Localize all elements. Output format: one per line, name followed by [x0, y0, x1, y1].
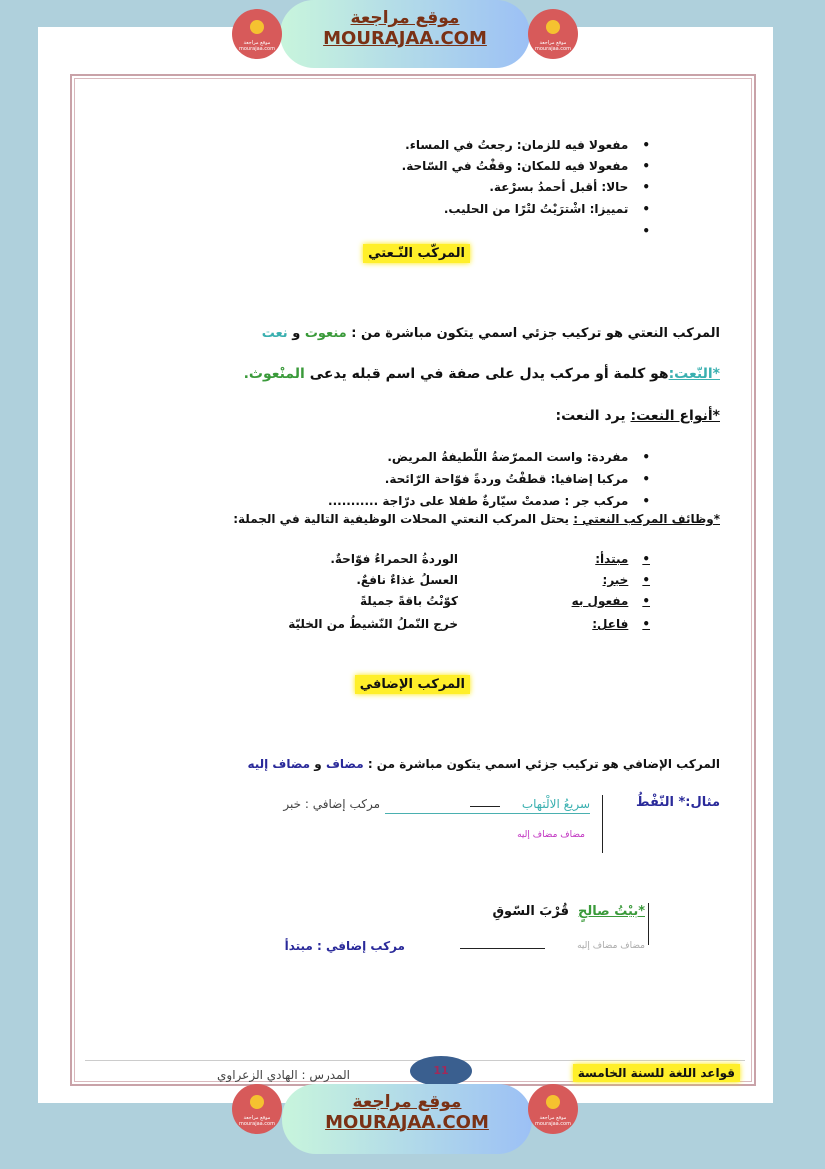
list-item: • مركب جر : صدمتْ سيّارةٌ طفلا على درّاجة ........... [328, 494, 650, 508]
site-logo-bottom[interactable] [282, 1084, 532, 1154]
list-item: • مركبا إضافيا: قطفْتُ وردةً فوّاحة الرّائحة. [385, 472, 650, 486]
types-heading [556, 408, 720, 424]
arrow-icon [460, 948, 545, 949]
heading-text: يحتل المركب النعتي المحلات الوظيفية التالية في الجملة: [233, 512, 574, 526]
arrow-line [385, 813, 590, 814]
example-result: مركب إضافي : مبتدأ [284, 939, 405, 953]
section-title: المركّب النّـعتي [363, 244, 470, 263]
example-phrase: سريعُ الالْتهاب [521, 797, 590, 811]
badge-text: موقع مراجعة mourajaa.com [238, 40, 275, 52]
def-text: المركب النعتي هو تركيب جزئي اسمي يتكون مباشرة من : [346, 326, 720, 341]
list-item: • مفعولا فيه للمكان: وقفْتُ في السّاحة. [402, 159, 650, 173]
list-item [628, 224, 650, 238]
logo-arabic: موقع مراجعة [350, 8, 460, 28]
example-label: مثال:* النّفْطُ [636, 795, 720, 810]
heading-text: يرد النعت: [555, 408, 631, 424]
logo-english: MOURAJAA.COM [323, 28, 487, 49]
def-text: المركب الإضافي هو تركيب جزئي اسمي يتكون مباشرة من : [363, 757, 720, 771]
divider [648, 903, 649, 945]
role-example: خرج النّملُ النّشيطُ من الخليّة [288, 617, 458, 631]
badge-text: موقع مراجعة mourajaa.com [534, 40, 571, 52]
list-item: • حالا: أقبل أحمدُ بسرْعة. [489, 180, 650, 194]
def-text: هو كلمة أو مركب يدل على صفة في اسم قبله يدعى [304, 366, 669, 382]
logo-english: MOURAJAA.COM [325, 1112, 489, 1133]
page-number: 11 [410, 1056, 472, 1086]
definition [247, 757, 720, 771]
def-term: نعت [261, 326, 288, 341]
heading-label: *أنواع النعت: [630, 408, 720, 424]
example-parts: مضاف مضاف إليه [577, 941, 645, 951]
role-example: كوّنْتُ باقةً جميلةً [360, 594, 458, 608]
logo-badge-icon [232, 1084, 282, 1134]
role-example: الوردةُ الحمراءُ فوّاحةٌ. [330, 552, 458, 566]
role-label: • فاعل: [592, 617, 650, 631]
badge-text: موقع مراجعة mourajaa.com [534, 1115, 571, 1127]
logo-badge-icon [528, 9, 578, 59]
section-title: المركب الإضافي [355, 675, 470, 694]
divider [602, 795, 603, 853]
role-example: العسلُ غذاءٌ نافعٌ. [356, 573, 458, 587]
badge-text: موقع مراجعة mourajaa.com [238, 1115, 275, 1127]
functions-heading [233, 512, 720, 526]
logo-arabic: موقع مراجعة [352, 1092, 462, 1112]
phrase-part: قُرْبَ السّوقِ [492, 904, 569, 919]
example-phrase [492, 904, 645, 919]
logo-badge-icon [232, 9, 282, 59]
role-label: • خبر: [603, 573, 650, 587]
phrase-part: *بيْتُ صالحٍ [578, 904, 645, 919]
definition [262, 326, 720, 341]
def-term: المنْعوث. [243, 366, 305, 382]
def-and: و [310, 757, 326, 771]
example-result: مركب إضافي : خبر [283, 797, 380, 811]
footer-teacher: المدرس : الهادي الزعراوي [217, 1068, 350, 1082]
def-term: مضاف إليه [247, 757, 311, 771]
site-logo-top[interactable] [280, 0, 530, 68]
footer-title: قواعد اللغة للسنة الخامسة [573, 1064, 740, 1082]
heading-label: *وظائف المركب النعتي : [573, 512, 720, 526]
def-label: *النّعت: [668, 366, 720, 382]
role-label: • مفعول به [572, 594, 650, 608]
def-and: و [287, 326, 305, 341]
arrow-icon [470, 806, 500, 807]
role-label: • مبتدأ: [595, 552, 650, 566]
def-term: منعوت [304, 326, 347, 341]
list-item: • مفعولا فيه للزمان: رجعتُ في المساء. [405, 138, 650, 152]
def-term: مضاف [325, 757, 364, 771]
definition [244, 366, 720, 382]
logo-badge-icon [528, 1084, 578, 1134]
list-item: • مفردة: واست الممرّضةُ اللّطيفةُ المريض. [387, 450, 650, 464]
footer-divider [85, 1060, 745, 1061]
example-parts: مضاف مضاف إليه [517, 830, 585, 840]
list-item: • تمييزا: اشْترَيْتُ لتْرًا من الحليب. [444, 202, 650, 216]
